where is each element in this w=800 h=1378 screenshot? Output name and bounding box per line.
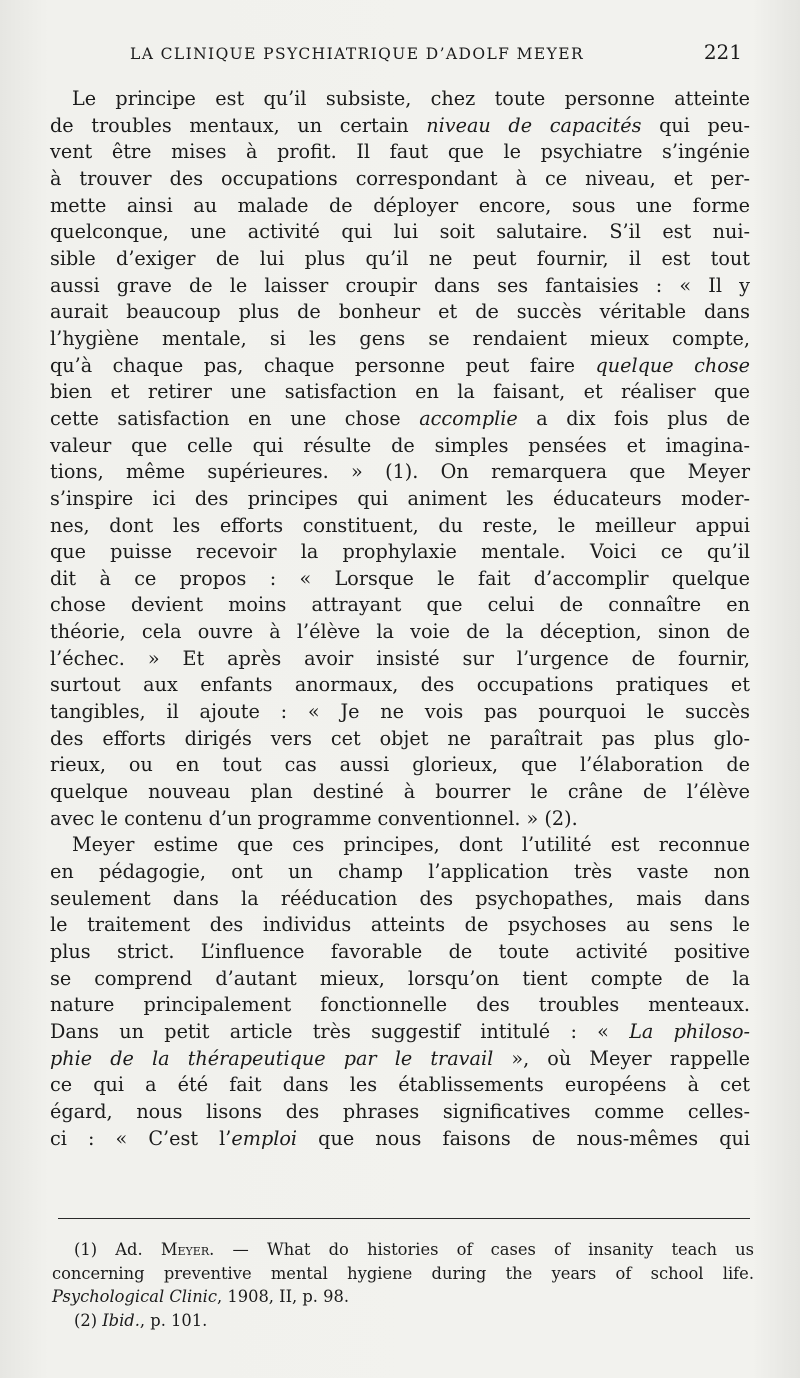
text-line: qu’à chaque pas, chaque personne peut faire quelque chose	[50, 353, 750, 377]
footnote-separator	[58, 1218, 750, 1219]
text-line: phie de la thérapeutique par le travail », où Meyer rappelle	[50, 1046, 750, 1070]
text-line: de troubles mentaux, un certain niveau de capacités qui peu-	[50, 113, 750, 137]
text-line: mette ainsi au malade de déployer encore, sous une forme	[50, 193, 750, 217]
text-line: ce qui a été fait dans les établissements européens à cet	[50, 1073, 750, 1097]
footnote-line: (2) Ibid., p. 101.	[74, 1310, 208, 1330]
text-line: tangibles, il ajoute : « Je ne vois pas pourquoi le succès	[50, 700, 750, 724]
text-line: se comprend d’autant mieux, lorsqu’on tient compte de la	[50, 966, 750, 990]
running-title: LA CLINIQUE PSYCHIATRIQUE D’ADOLF MEYER	[130, 45, 585, 63]
text-line: cette satisfaction en une chose accomplie a dix fois plus de	[50, 406, 750, 430]
page-number: 221	[703, 40, 742, 64]
text-line: seulement dans la rééducation des psychopathes, mais dans	[50, 886, 750, 910]
text-line: quelconque, une activité qui lui soit salutaire. S’il est nui-	[50, 220, 750, 244]
footnote-line: (1) Ad. Meyer. — What do histories of cases of insanity teach us	[74, 1240, 754, 1259]
text-line: quelque nouveau plan destiné à bourrer le crâne de l’élève	[50, 780, 750, 804]
text-line: tions, même supérieures. » (1). On remarquera que Meyer	[50, 460, 750, 484]
text-line: le traitement des individus atteints de psychoses au sens le	[50, 913, 750, 937]
text-line: théorie, cela ouvre à l’élève la voie de la déception, sinon de	[50, 620, 750, 644]
footnote	[52, 1238, 754, 1309]
text-line: sible d’exiger de lui plus qu’il ne peut fournir, il est tout	[50, 246, 750, 270]
text-line: ci : « C’est l’emploi que nous faisons de nous-mêmes qui	[50, 1126, 750, 1150]
footnotes	[52, 1238, 754, 1332]
text-line: aussi grave de le laisser croupir dans ses fantaisies : « Il y	[50, 273, 750, 297]
text-line: aurait beaucoup plus de bonheur et de succès véritable dans	[50, 300, 750, 324]
footnote	[52, 1309, 754, 1333]
running-header	[50, 40, 750, 80]
text-line: l’hygiène mentale, si les gens se rendaient mieux compte,	[50, 326, 750, 350]
text-line: surtout aux enfants anormaux, des occupations pratiques et	[50, 673, 750, 697]
text-line: bien et retirer une satisfaction en la faisant, et réaliser que	[50, 380, 750, 404]
text-line: Le principe est qu’il subsiste, chez toute personne atteinte	[72, 87, 750, 110]
text-line: à trouver des occupations correspondant à ce niveau, et per-	[50, 166, 750, 190]
footnote-line: Psychological Clinic, 1908, II, p. 98.	[52, 1287, 350, 1307]
text-line: nature principalement fonctionnelle des troubles menteaux.	[50, 993, 750, 1017]
text-line: avec le contenu d’un programme conventionnel. » (2).	[50, 806, 578, 830]
text-line: vent être mises à profit. Il faut que le psychiatre s’ingénie	[50, 140, 750, 164]
text-line: Meyer estime que ces principes, dont l’utilité est reconnue	[72, 833, 750, 857]
text-line: l’échec. » Et après avoir insisté sur l’urgence de fournir,	[50, 646, 750, 670]
text-line: plus strict. L’influence favorable de toute activité positive	[50, 940, 750, 963]
text-line: des efforts dirigés vers cet objet ne paraîtrait pas plus glo-	[50, 726, 750, 750]
text-line: que puisse recevoir la prophylaxie mentale. Voici ce qu’il	[50, 540, 750, 564]
footnote-line: concerning preventive mental hygiene during the years of school life.	[52, 1263, 754, 1283]
text-line: en pédagogie, ont un champ l’application très vaste non	[50, 860, 750, 884]
text-line: valeur que celle qui résulte de simples pensées et imagina-	[50, 433, 750, 457]
text-line: égard, nous lisons des phrases significatives comme celles-	[50, 1099, 750, 1123]
text-line: s’inspire ici des principes qui animent les éducateurs moder-	[50, 486, 750, 510]
paragraph	[50, 86, 750, 832]
text-line: nes, dont les efforts constituent, du reste, le meilleur appui	[50, 513, 750, 537]
text-line: chose devient moins attrayant que celui de connaître en	[50, 593, 750, 617]
body-text	[50, 86, 750, 1152]
text-line: Dans un petit article très suggestif intitulé : « La philoso-	[50, 1019, 750, 1043]
text-line: rieux, ou en tout cas aussi glorieux, que l’élaboration de	[50, 753, 750, 777]
paragraph	[50, 832, 750, 1152]
text-line: dit à ce propos : « Lorsque le fait d’accomplir quelque	[50, 566, 750, 590]
